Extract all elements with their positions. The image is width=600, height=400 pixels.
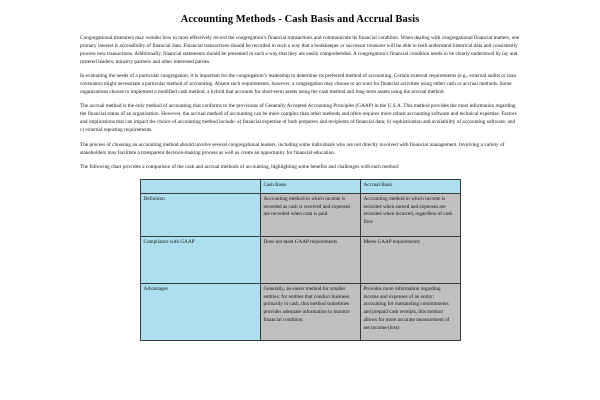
cell-advantages-cash: Generally, an easier method for smaller entities; for entities that conduct business primarily in cash, this method sometimes provides adequate information to monitor financial condition bbox=[260, 283, 360, 340]
comparison-table bbox=[140, 179, 461, 341]
table-header-cash-basis: Cash Basis bbox=[260, 179, 360, 193]
paragraph-accrual-gaap: The accrual method is the only method of accounting that conforms to the provisions of Generally Accepted Accounting Principles (GAAP) in the U.S.A. This method provides the most information regarding the financial status of an organization. However, the accrual method of accounting can be more complex than other methods and often requires more robust accounting software and technical expertise. Factors and implications that can impact the choice of accounting method include: a) financial expertise of both preparers and recipients of financial data; b) sophistication and availability of accounting software; and c) external reporting requirements. bbox=[80, 103, 517, 134]
cell-definition-accrual: Accounting method in which income is recorded when earned and expenses are recorded when incurred, regardless of cash flow bbox=[360, 193, 460, 236]
cell-gaap-accrual: Meets GAAP requirements bbox=[360, 236, 460, 283]
document-body bbox=[80, 35, 520, 172]
table-row bbox=[140, 193, 460, 236]
row-label-compliance-with-gaap: Compliance with GAAP bbox=[140, 236, 260, 283]
cell-definition-cash: Accounting method in which income is recorded as cash is received and expenses are recorded when cash is paid bbox=[260, 193, 360, 236]
paragraph-intro: Congregational treasurers may wonder how to most effectively record the congregation’s financial transactions and communicate its financial condition. When dealing with congregational financial matters, one primary interest is accessibility of financial data. Financial transactions should be recorded in such a way that a bookkeeper or successor treasurer will be able to both understand historical data and consistently process new transactions. Additionally, financial statements should be presented in such a way that they are easily comprehended. A congregation’s financial condition needs to be clearly understood by lay and rostered leaders, ministry partners and other interested parties. bbox=[80, 35, 520, 65]
table-header-row bbox=[140, 179, 460, 193]
paragraph-choosing-process: The process of choosing an accounting method should involve several congregational leaders, including some individuals who are not directly involved with financial management. Involving a variety of stakeholders may facilitate a transparent decision-making process as well as create an opportunity for financial education. bbox=[80, 141, 505, 156]
table-row bbox=[140, 283, 460, 340]
row-label-definition: Definition bbox=[140, 193, 260, 236]
paragraph-evaluating-needs: In evaluating the needs of a particular congregation, it is important for the congregation’s leadership to determine its preferred method of accounting. Certain external requirements (e.g., external audits or loan covenants) might necessitate a particular method of accounting. Absent such requirements, however, a congregation may choose to account for financial activities using either cash or accrual methods. Some organizations choose to implement a modified cash method, a hybrid that accounts for short-term assets using the cash method and long-term assets using the accrual method. bbox=[80, 73, 517, 96]
paragraph-chart-intro: The following chart provides a comparison of the cash and accrual methods of accounting, highlighting some benefits and challenges with each method: bbox=[80, 163, 400, 170]
table-header-accrual-basis: Accrual Basis bbox=[360, 179, 460, 193]
table-row bbox=[140, 236, 460, 283]
row-label-advantages: Advantages bbox=[140, 283, 260, 340]
table-header-blank bbox=[140, 179, 260, 193]
cell-advantages-accrual: Provides more information regarding income and expenses of an entity; accounting for outstanding commitments and prepaid cash receipts, this method allows for more accurate measurement of net income/(loss) bbox=[360, 283, 460, 340]
cell-gaap-cash: Does not meet GAAP requirements bbox=[260, 236, 360, 283]
page-title: Accounting Methods - Cash Basis and Accrual Basis bbox=[180, 14, 420, 25]
